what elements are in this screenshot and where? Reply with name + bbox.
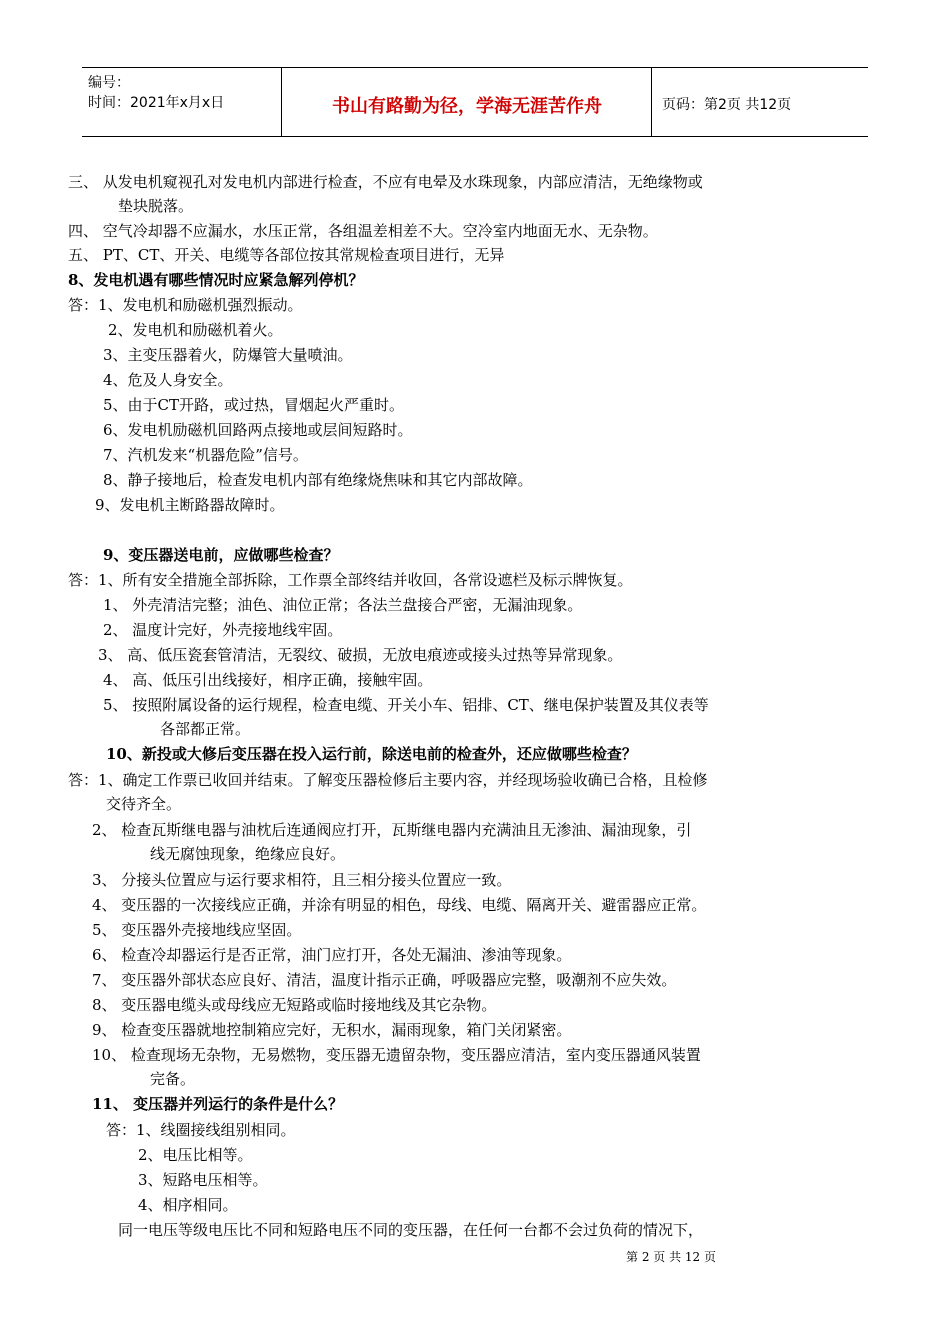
answer-line: 4、相序相同。 <box>138 1196 238 1214</box>
answer-line: 3、 高、低压瓷套管清洁，无裂纹、破损，无放电痕迹或接头过热等异常现象。 <box>98 646 623 664</box>
answer-line: 7、汽机发来“机器危险”信号。 <box>103 446 308 464</box>
answer-line: 4、危及人身安全。 <box>103 371 233 389</box>
question-heading: 9、变压器送电前，应做哪些检查？ <box>103 546 339 564</box>
answer-line: 3、短路电压相等。 <box>138 1171 268 1189</box>
question-heading: 11、 变压器并列运行的条件是什么？ <box>92 1095 344 1113</box>
header-info-cell <box>82 68 282 136</box>
answer-line: 5、 按照附属设备的运行规程，检查电缆、开关小车、铝排、CT、继电保护装置及其仪表等 <box>103 696 709 714</box>
answer-line: 9、 检查变压器就地控制箱应完好，无积水，漏雨现象，箱门关闭紧密。 <box>92 1021 572 1039</box>
answer-line: 线无腐蚀现象，绝缘应良好。 <box>150 845 346 863</box>
body-line: 三、 从发电机窥视孔对发电机内部进行检查，不应有电晕及水珠现象，内部应清洁，无绝缘物或 <box>68 173 703 191</box>
answer-line: 完备。 <box>150 1070 196 1088</box>
question-heading: 10、新投或大修后变压器在投入运行前，除送电前的检查外，还应做哪些检查？ <box>106 745 637 763</box>
answer-line: 4、 变压器的一次接线应正确，并涂有明显的相色，母线、电缆、隔离开关、避雷器应正常。 <box>92 896 707 914</box>
page-footer: 第 2 页 共 12 页 <box>626 1250 716 1264</box>
question-heading: 8、发电机遇有哪些情况时应紧急解列停机？ <box>68 271 364 289</box>
page-header <box>82 67 868 137</box>
answer-line: 同一电压等级电压比不同和短路电压不同的变压器，在任何一台都不会过负荷的情况下， <box>118 1221 704 1239</box>
answer-line: 3、 分接头位置应与运行要求相符，且三相分接头位置应一致。 <box>92 871 512 889</box>
answer-line: 答：1、所有安全措施全部拆除，工作票全部终结并收回，各常设遮栏及标示牌恢复。 <box>68 571 633 589</box>
answer-line: 答：1、线圈接线组别相同。 <box>106 1121 296 1139</box>
header-page-code: 页码：第2页 共12页 <box>662 97 792 113</box>
header-motto-cell <box>282 68 652 136</box>
answer-line: 2、 检查瓦斯继电器与油枕后连通阀应打开，瓦斯继电器内充满油且无渗油、漏油现象，引 <box>92 821 692 839</box>
answer-line: 2、 温度计完好，外壳接地线牢固。 <box>103 621 343 639</box>
body-line: 垫块脱落。 <box>118 197 194 215</box>
document-number-label: 编号： <box>88 75 130 91</box>
header-motto: 书山有路勤为径，学海无涯苦作舟 <box>332 96 602 117</box>
answer-line: 交待齐全。 <box>106 795 182 813</box>
answer-line: 3、主变压器着火，防爆管大量喷油。 <box>103 346 353 364</box>
body-line: 五、 PT、CT、开关、电缆等各部位按其常规检查项目进行，无异 <box>68 246 505 264</box>
answer-line: 答：1、发电机和励磁机强烈振动。 <box>68 296 303 314</box>
answer-line: 4、 高、低压引出线接好，相序正确，接触牢固。 <box>103 671 433 689</box>
body-line: 四、 空气冷却器不应漏水，水压正常，各组温差相差不大。空冷室内地面无水、无杂物。 <box>68 222 658 240</box>
document-date-label: 时间：2021年x月x日 <box>88 95 225 111</box>
answer-line: 2、电压比相等。 <box>138 1146 253 1164</box>
answer-line: 5、 变压器外壳接地线应坚固。 <box>92 921 302 939</box>
header-page-cell <box>652 68 868 136</box>
answer-line: 10、 检查现场无杂物，无易燃物，变压器无遗留杂物，变压器应清洁，室内变压器通风装置 <box>92 1046 701 1064</box>
answer-line: 8、静子接地后，检查发电机内部有绝缘烧焦味和其它内部故障。 <box>103 471 533 489</box>
answer-line: 8、 变压器电缆头或母线应无短路或临时接地线及其它杂物。 <box>92 996 497 1014</box>
answer-line: 6、 检查冷却器运行是否正常，油门应打开，各处无漏油、渗油等现象。 <box>92 946 572 964</box>
answer-line: 6、发电机励磁机回路两点接地或层间短路时。 <box>103 421 413 439</box>
answer-line: 各部都正常。 <box>160 720 251 738</box>
answer-line: 5、由于CT开路，或过热，冒烟起火严重时。 <box>103 396 405 414</box>
answer-line: 2、发电机和励磁机着火。 <box>108 321 283 339</box>
answer-line: 答：1、确定工作票已收回并结束。了解变压器检修后主要内容，并经现场验收确已合格，且检修 <box>68 771 708 789</box>
answer-line: 1、 外壳清洁完整；油色、油位正常；各法兰盘接合严密，无漏油现象。 <box>103 596 583 614</box>
answer-line: 9、发电机主断路器故障时。 <box>95 496 285 514</box>
answer-line: 7、 变压器外部状态应良好、清洁，温度计指示正确，呼吸器应完整，吸潮剂不应失效。 <box>92 971 677 989</box>
